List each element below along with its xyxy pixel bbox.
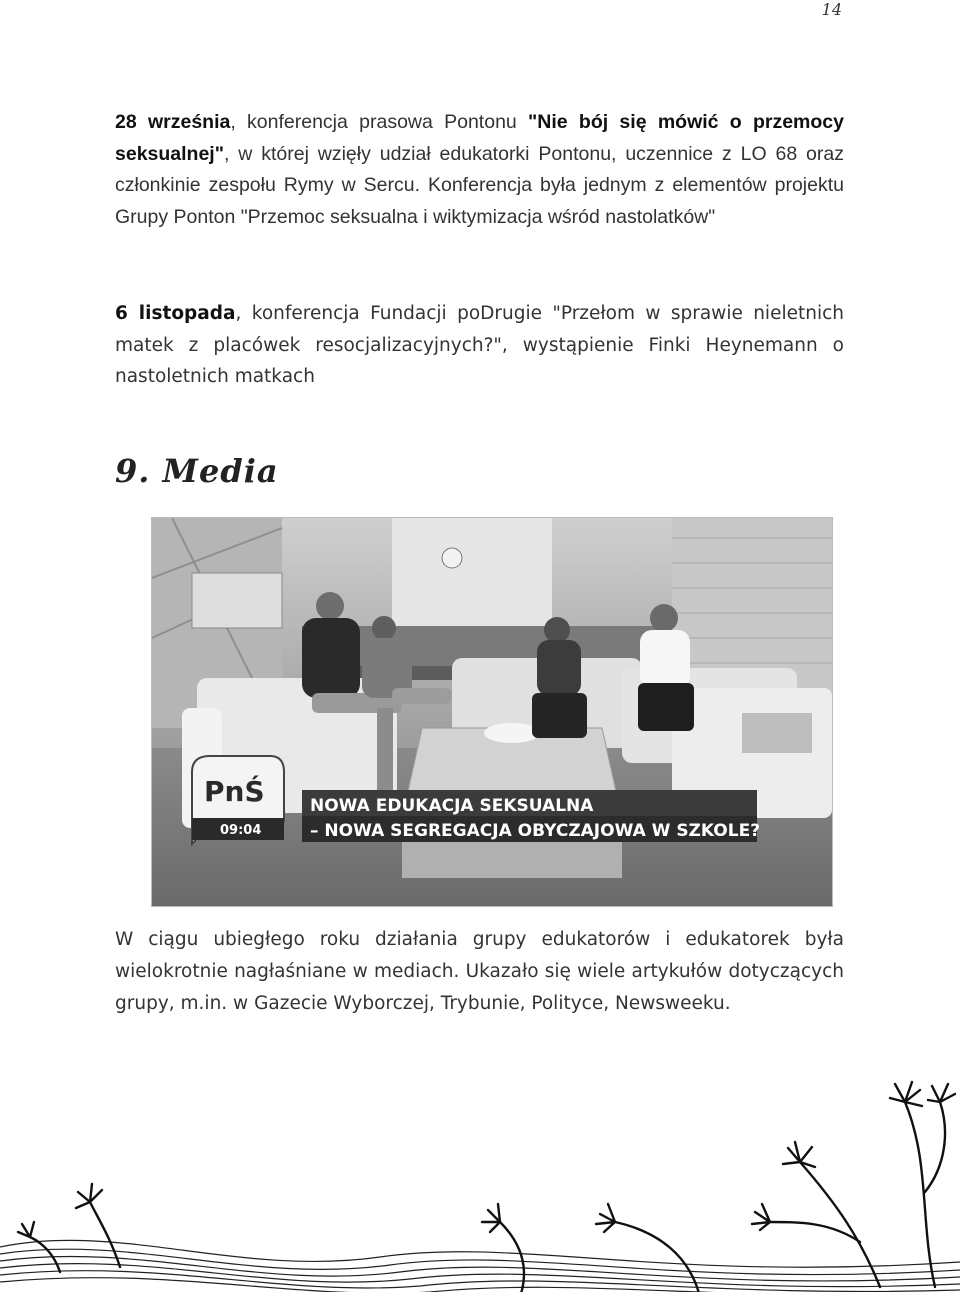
event-text: , konferencja prasowa Pontonu [230, 111, 529, 133]
tv-studio-photo [151, 517, 833, 907]
event-date: 28 września [115, 111, 231, 133]
section-heading: 9. Media [115, 452, 279, 490]
event-text: , w której wzięły udział edukatorki Pontonu, uczennice z LO 68 oraz członkinie zespołu Rymy w Sercu. Konferencja była jednym z elementów projektu Grupy Ponton "Przemoc seksualna i wiktymizacja wśród nastolatków" [115, 142, 844, 228]
media-paragraph: W ciągu ubiegłego roku działania grupy edukatorów i edukatorek była wielokrotnie nagłaśniane w mediach. Ukazało się wiele artykułów dotyczących grupy, m.in. w Gazecie Wyborczej, Trybunie, Polityce, Newsweeku. [115, 929, 844, 1014]
page-number: 14 [821, 0, 842, 19]
event-date: 6 listopada [115, 303, 236, 324]
event-paragraph-1 [115, 107, 844, 233]
floral-footer-decoration [0, 1072, 960, 1292]
event-paragraph-2 [115, 298, 844, 393]
caption-line-1: NOWA EDUKACJA SEKSUALNA [310, 796, 594, 816]
event-text: , konferencja Fundacji poDrugie "Przełom w sprawie nieletnich matek z placówek resocjalizacyjnych?", wystąpienie Finki Heynemann o nastoletnich matkach [115, 303, 844, 387]
event-title: "Nie bój się mówić o przemocy seksualnej" [115, 111, 844, 165]
caption-line-2: – NOWA SEGREGACJA OBYCZAJOWA W SZKOLE? [310, 821, 761, 841]
broadcast-time: 09:04 [220, 823, 262, 838]
channel-logo: PnŚ [204, 775, 265, 808]
